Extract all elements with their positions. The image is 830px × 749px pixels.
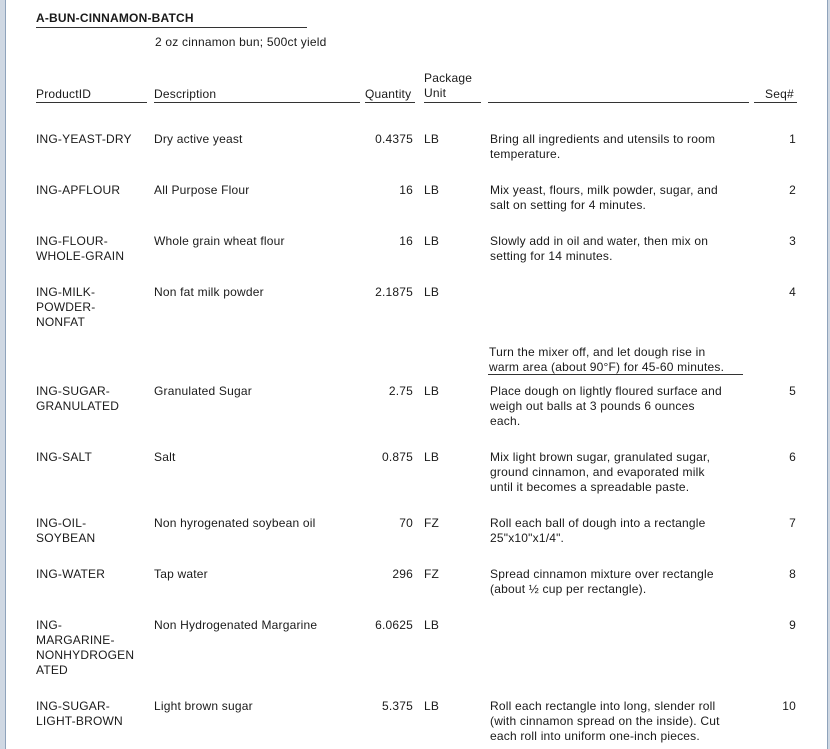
quantity-cell: 6.0625 [375,618,413,632]
product-id-cell: NONFAT [36,315,85,329]
seq-cell: 10 [782,699,796,713]
instruction-cell: until it becomes a spreadable paste. [490,480,690,494]
product-id-cell: ING-OIL- [36,516,87,530]
product-id-cell: ING-SUGAR- [36,699,110,713]
instruction-cell: temperature. [490,147,561,161]
unit-cell: LB [424,384,440,398]
description-cell: Non fat milk powder [154,285,264,299]
seq-cell: 8 [789,567,796,581]
quantity-cell: 0.4375 [375,132,413,146]
column-header-unit: Unit [424,86,447,100]
instruction-cell: Mix yeast, flours, milk powder, sugar, and [490,183,718,197]
description-cell: Salt [154,450,176,464]
product-id-cell: ING-YEAST-DRY [36,132,132,146]
title-underline [36,27,307,28]
unit-cell: LB [424,450,440,464]
seq-cell: 1 [789,132,796,146]
seq-cell: 4 [789,285,796,299]
header-rule-seq [754,102,797,103]
instruction-cell: weigh out balls at 3 pounds 6 ounces [490,399,695,413]
product-id-cell: POWDER- [36,300,96,314]
instruction-cell: Place dough on lightly floured surface and [490,384,722,398]
instruction-cell: salt on setting for 4 minutes. [490,198,647,212]
product-id-cell: ING-SUGAR- [36,384,110,398]
unit-cell: LB [424,183,440,197]
product-id-cell: ING-MILK- [36,285,96,299]
quantity-cell: 16 [399,183,413,197]
unit-cell: LB [424,618,440,632]
standalone-instruction-underline [488,374,743,375]
header-rule-instruction [488,102,749,103]
product-id-cell: ING-APFLOUR [36,183,121,197]
description-cell: Whole grain wheat flour [154,234,285,248]
report-title: A-BUN-CINNAMON-BATCH [36,11,194,25]
description-cell: Non hyrogenated soybean oil [154,516,316,530]
seq-cell: 9 [789,618,796,632]
column-header-description: Description [154,87,217,101]
instruction-cell: Slowly add in oil and water, then mix on [490,234,709,248]
product-id-cell: ATED [36,663,68,677]
instruction-cell: Roll each ball of dough into a rectangle [490,516,706,530]
quantity-cell: 296 [392,567,413,581]
product-id-cell: ING-WATER [36,567,106,581]
instruction-cell: ground cinnamon, and evaporated milk [490,465,705,479]
instruction-cell: (with cinnamon spread on the inside). Cut [490,714,720,728]
quantity-cell: 5.375 [381,699,413,713]
product-id-cell: ING-FLOUR- [36,234,108,248]
description-cell: Tap water [154,567,208,581]
instruction-cell: setting for 14 minutes. [490,249,613,263]
unit-cell: FZ [424,516,440,530]
product-id-cell: NONHYDROGEN [36,648,135,662]
instruction-cell: Bring all ingredients and utensils to room [490,132,716,146]
standalone-instruction-line: warm area (about 90°F) for 45-60 minutes. [489,360,725,374]
column-header-package: Package [424,71,473,85]
instruction-cell: Roll each rectangle into long, slender roll [490,699,716,713]
instruction-cell: each. [490,414,521,428]
seq-cell: 5 [789,384,796,398]
quantity-cell: 0.875 [381,450,413,464]
description-cell: Granulated Sugar [154,384,252,398]
product-id-cell: GRANULATED [36,399,120,413]
column-header-product-id: ProductID [36,87,92,101]
header-rule-unit [424,102,481,103]
product-id-cell: SOYBEAN [36,531,96,545]
description-cell: Dry active yeast [154,132,243,146]
header-rule-description [154,102,360,103]
quantity-cell: 16 [399,234,413,248]
description-cell: Non Hydrogenated Margarine [154,618,318,632]
unit-cell: LB [424,234,440,248]
seq-cell: 6 [789,450,796,464]
instruction-cell: Mix light brown sugar, granulated sugar, [490,450,711,464]
product-id-cell: WHOLE-GRAIN [36,249,125,263]
product-id-cell: LIGHT-BROWN [36,714,123,728]
column-header-quantity: Quantity [365,87,412,101]
instruction-cell: Spread cinnamon mixture over rectangle [490,567,714,581]
instruction-cell: 25"x10"x1/4". [490,531,565,545]
quantity-cell: 2.1875 [375,285,413,299]
quantity-cell: 70 [399,516,413,530]
product-id-cell: ING-SALT [36,450,93,464]
column-header-seq: Seq# [765,87,794,101]
quantity-cell: 2.75 [388,384,413,398]
header-rule-quantity [365,102,415,103]
seq-cell: 3 [789,234,796,248]
product-id-cell: MARGARINE- [36,633,115,647]
seq-cell: 7 [789,516,796,530]
window-frame-left [0,0,6,749]
header-rule-product-id [36,102,147,103]
report-subtitle: 2 oz cinnamon bun; 500ct yield [155,35,327,49]
description-cell: Light brown sugar [154,699,253,713]
instruction-cell: (about ½ cup per rectangle). [490,582,647,596]
description-cell: All Purpose Flour [154,183,250,197]
unit-cell: LB [424,132,440,146]
product-id-cell: ING- [36,618,63,632]
standalone-instruction-line: Turn the mixer off, and let dough rise in [489,345,706,359]
instruction-cell: each roll into uniform one-inch pieces. [490,729,700,743]
unit-cell: LB [424,699,440,713]
seq-cell: 2 [789,183,796,197]
unit-cell: LB [424,285,440,299]
unit-cell: FZ [424,567,440,581]
